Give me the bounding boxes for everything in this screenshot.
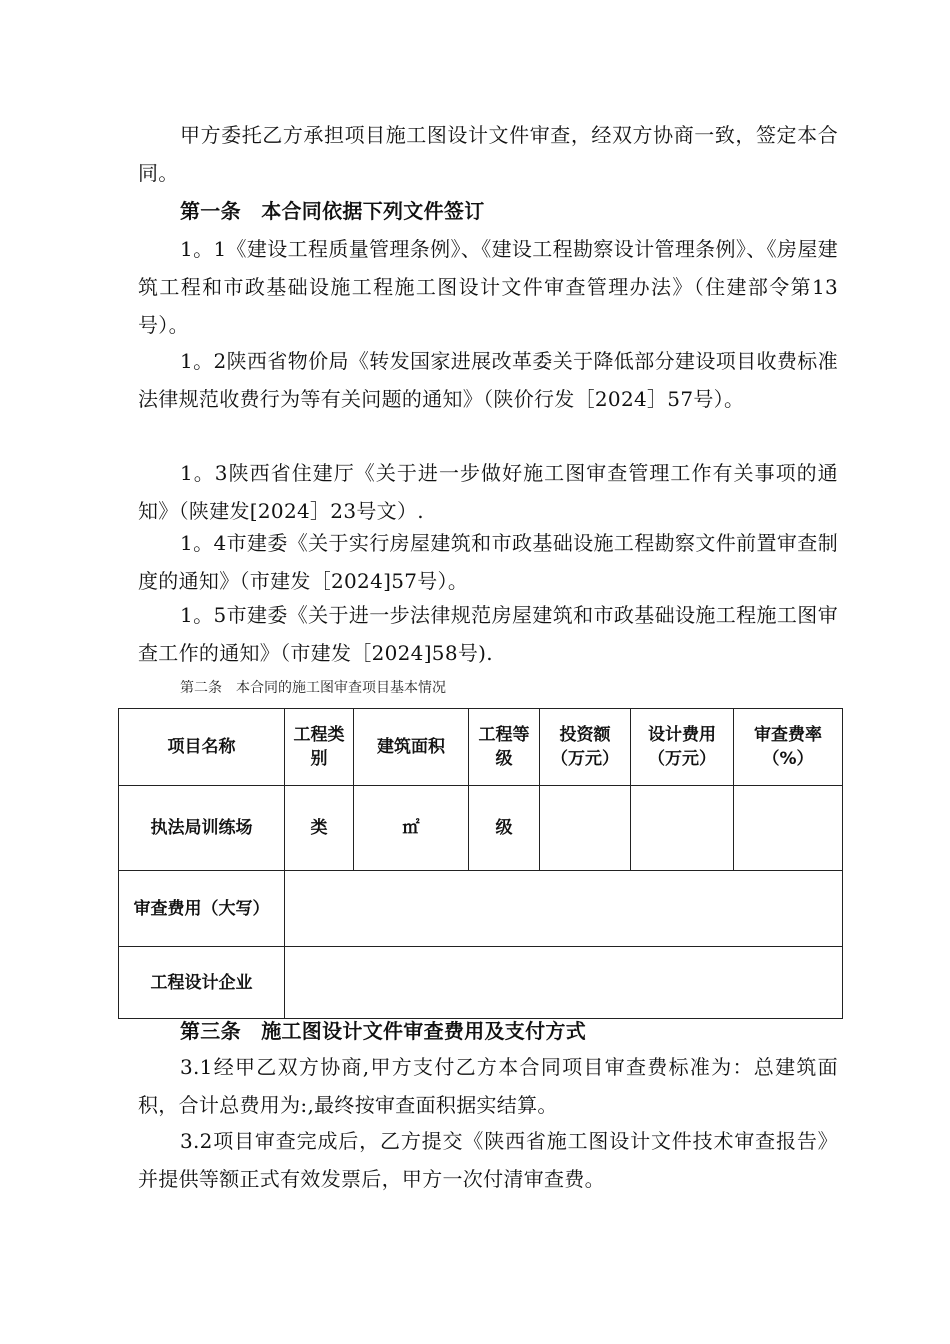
intro-paragraph: 甲方委托乙方承担项目施工图设计文件审查，经双方协商一致，签定本合同。: [138, 123, 838, 185]
cell-review-rate: [734, 786, 843, 871]
clause-1-1: 1。1《建设工程质量管理条例》、《建设工程勘察设计管理条例》、《房屋建筑工程和市政基础设施工程施工图设计文件审查管理办法》（住建部令第13号）。: [138, 237, 838, 337]
design-company-label: 工程设计企业: [119, 947, 285, 1019]
header-project-name: 项目名称: [119, 709, 285, 786]
design-company-value: [285, 947, 843, 1019]
project-info-table: [118, 708, 843, 1019]
review-fee-value: [285, 871, 843, 947]
header-investment: 投资额（万元）: [540, 709, 631, 786]
review-fee-label: 审查费用（大写）: [119, 871, 285, 947]
clause-1-3: 1。3陕西省住建厅《关于进一步做好施工图审查管理工作有关事项的通知》（陕建发[2024］23号文）.: [138, 461, 838, 523]
table-row: [119, 786, 843, 871]
clause-3-2: 3.2项目审查完成后，乙方提交《陕西省施工图设计文件技术审查报告》并提供等额正式有效发票后，甲方一次付清审查费。: [138, 1129, 838, 1191]
cell-investment: [540, 786, 631, 871]
clause-1-4: 1。4市建委《关于实行房屋建筑和市政基础设施工程勘察文件前置审查制度的通知》（市建发［2024]57号）。: [138, 531, 838, 593]
table-row-review-fee: [119, 871, 843, 947]
clause-1-5: 1。5市建委《关于进一步法律规范房屋建筑和市政基础设施工程施工图审查工作的通知》（市建发［2024]58号).: [138, 603, 838, 665]
header-review-rate: 审查费率（%）: [734, 709, 843, 786]
header-project-category: 工程类别: [285, 709, 354, 786]
clause-3-1: 3.1经甲乙双方协商,甲方支付乙方本合同项目审查费标准为：总建筑面积，合计总费用为:,最终按审查面积据实结算。: [138, 1055, 838, 1117]
article-2-heading: 第二条 本合同的施工图审查项目基本情况: [180, 680, 446, 696]
cell-design-fee: [631, 786, 734, 871]
cell-project-category: 类: [285, 786, 354, 871]
article-3-heading: 第三条 施工图设计文件审查费用及支付方式: [180, 1019, 586, 1043]
header-design-fee: 设计费用（万元）: [631, 709, 734, 786]
header-project-grade: 工程等级: [469, 709, 540, 786]
header-building-area: 建筑面积: [354, 709, 469, 786]
cell-project-name: 执法局训练场: [119, 786, 285, 871]
article-1-heading: 第一条 本合同依据下列文件签订: [180, 199, 485, 223]
clause-1-2: 1。2陕西省物价局《转发国家进展改革委关于降低部分建设项目收费标准法律规范收费行为等有关问题的通知》（陕价行发［2024］57号）。: [138, 349, 838, 411]
table-row-design-company: [119, 947, 843, 1019]
cell-project-grade: 级: [469, 786, 540, 871]
cell-building-area: ㎡: [354, 786, 469, 871]
table-header-row: [119, 709, 843, 786]
